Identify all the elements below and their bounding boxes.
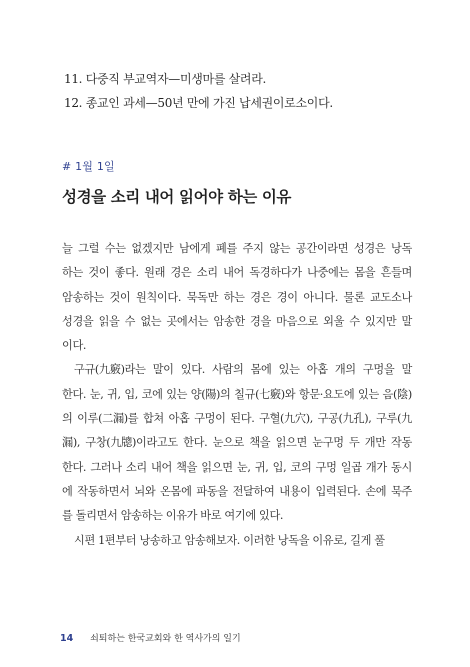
entry-date: # 1월 1일 bbox=[62, 160, 115, 173]
text-line: 한다. 눈, 귀, 입, 코에 있는 양(陽)의 칠규(七竅)와 항문·요도에 있는 음(陰) bbox=[62, 387, 412, 401]
text-line: 암송하는 것이 원칙이다. 묵독만 하는 경은 경이 아니다. 물론 교도소나 bbox=[62, 290, 412, 304]
text-line: 에 작동하면서 뇌와 온몸에 파동을 전달하여 내용이 입력된다. 손에 묵주 bbox=[62, 484, 412, 498]
page-number: 14 bbox=[60, 633, 74, 644]
page-footer bbox=[60, 631, 241, 644]
text-line: 의 이루(二漏)를 합쳐 아홉 구멍이 된다. 구혈(九穴), 구공(九孔), 구루(九 bbox=[62, 412, 412, 426]
paragraph bbox=[62, 358, 412, 528]
text-line: 성경을 읽을 수 없는 곳에서는 암송한 경을 마음으로 외울 수 있지만 말 bbox=[62, 314, 412, 328]
body-text bbox=[62, 237, 412, 553]
text-line: 이다. bbox=[62, 339, 87, 353]
text-line: 늘 그럴 수는 없겠지만 남에게 폐를 주지 않는 공간이라면 성경은 낭독 bbox=[62, 242, 412, 255]
table-of-contents bbox=[64, 67, 424, 115]
text-line: 한다. 그러나 소리 내어 책을 읽으면 눈, 귀, 입, 코의 구멍 일곱 개가 동시 bbox=[62, 460, 412, 474]
text-line: 시편 1편부터 낭송하고 암송해보자. 이러한 낭독을 이유로, 길게 풀 bbox=[74, 533, 385, 547]
toc-item-12: 12. 종교인 과세—50년 만에 가진 납세권이로소이다. bbox=[64, 96, 333, 110]
running-title: 쇠퇴하는 한국교회와 한 역사가의 일기 bbox=[90, 634, 241, 644]
paragraph bbox=[62, 529, 412, 553]
toc-item-11: 11. 다중직 부교역자—미생마를 살려라. bbox=[64, 72, 267, 86]
text-line: 를 돌리면서 암송하는 이유가 바로 여기에 있다. bbox=[62, 509, 284, 523]
text-line: 구규(九竅)라는 말이 있다. 사람의 몸에 있는 아홉 개의 구멍을 말 bbox=[74, 363, 412, 377]
entry-title: 성경을 소리 내어 읽어야 하는 이유 bbox=[62, 188, 292, 206]
paragraph bbox=[62, 237, 412, 358]
text-line: 하는 것이 좋다. 원래 경은 소리 내어 독경하다가 나중에는 몸을 흔들며 bbox=[62, 266, 412, 280]
text-line: 漏), 구창(九牕)이라고도 한다. 눈으로 책을 읽으면 눈구멍 두 개만 작동 bbox=[62, 436, 412, 450]
